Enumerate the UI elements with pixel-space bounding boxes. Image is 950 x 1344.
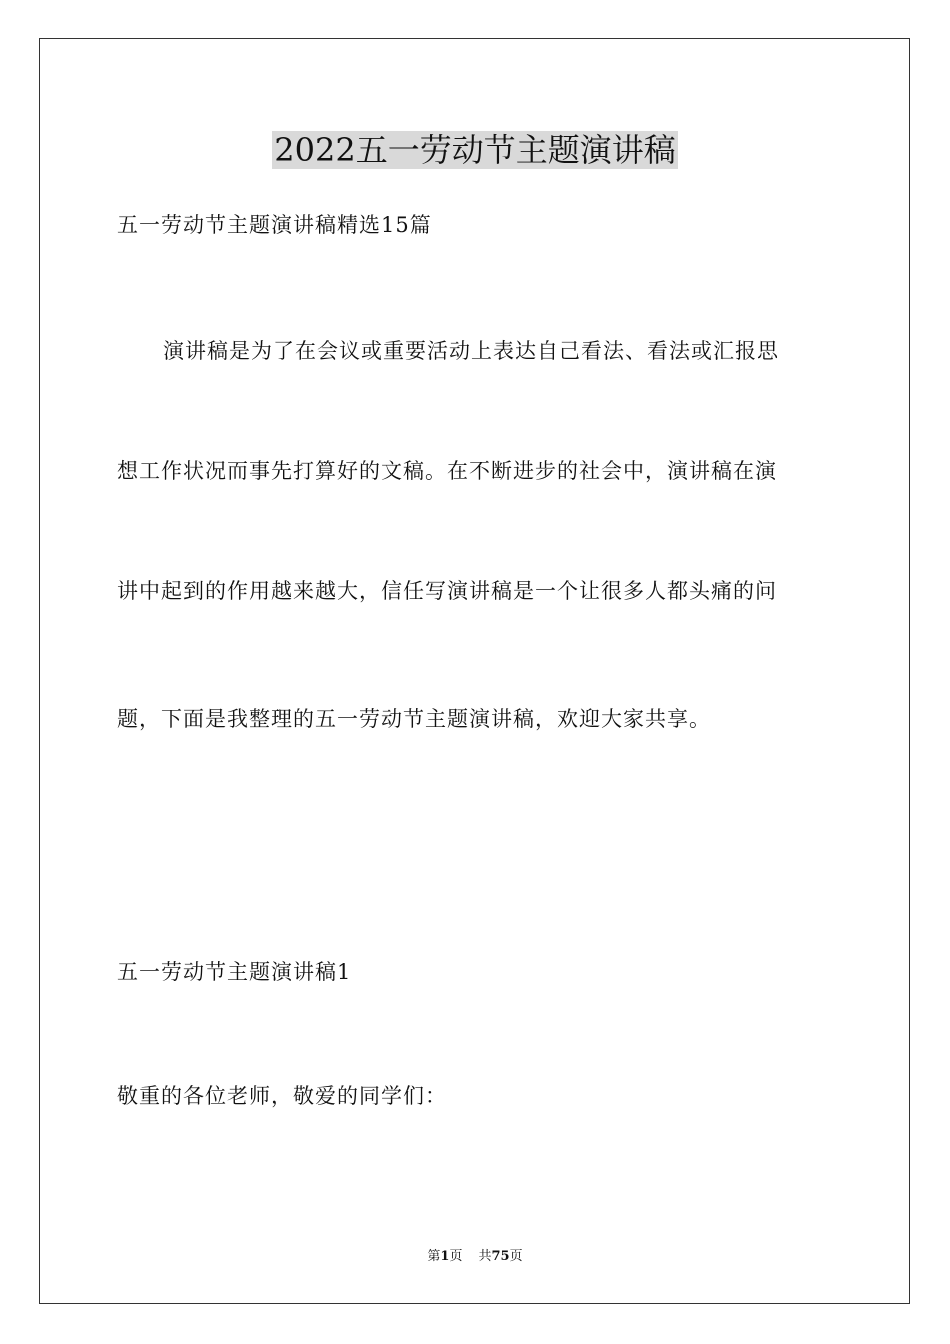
intro-line-4: 题，下面是我整理的五一劳动节主题演讲稿，欢迎大家共享。 <box>117 707 711 731</box>
intro-line-2: 想工作状况而事先打算好的文稿。在不断进步的社会中，演讲稿在演 <box>117 459 777 483</box>
document-title <box>0 126 950 174</box>
section-heading: 五一劳动节主题演讲稿1 <box>117 960 352 984</box>
document-subtitle: 五一劳动节主题演讲稿精选15篇 <box>117 213 432 237</box>
footer-page-suffix: 页 <box>449 1249 463 1264</box>
page-footer <box>0 1248 950 1266</box>
footer-total-pages: 75 <box>491 1249 510 1264</box>
footer-total-prefix: 共 <box>478 1249 492 1264</box>
intro-line-3: 讲中起到的作用越来越大，信任写演讲稿是一个让很多人都头痛的问 <box>117 579 777 603</box>
footer-page-prefix: 第 <box>427 1249 441 1264</box>
greeting: 敬重的各位老师，敬爱的同学们： <box>117 1084 447 1108</box>
intro-line-1: 演讲稿是为了在会议或重要活动上表达自己看法、看法或汇报思 <box>163 339 779 363</box>
footer-page-number: 1 <box>440 1249 450 1264</box>
document-title-text: 2022五一劳动节主题演讲稿 <box>274 131 676 169</box>
footer-total-suffix: 页 <box>509 1249 523 1264</box>
